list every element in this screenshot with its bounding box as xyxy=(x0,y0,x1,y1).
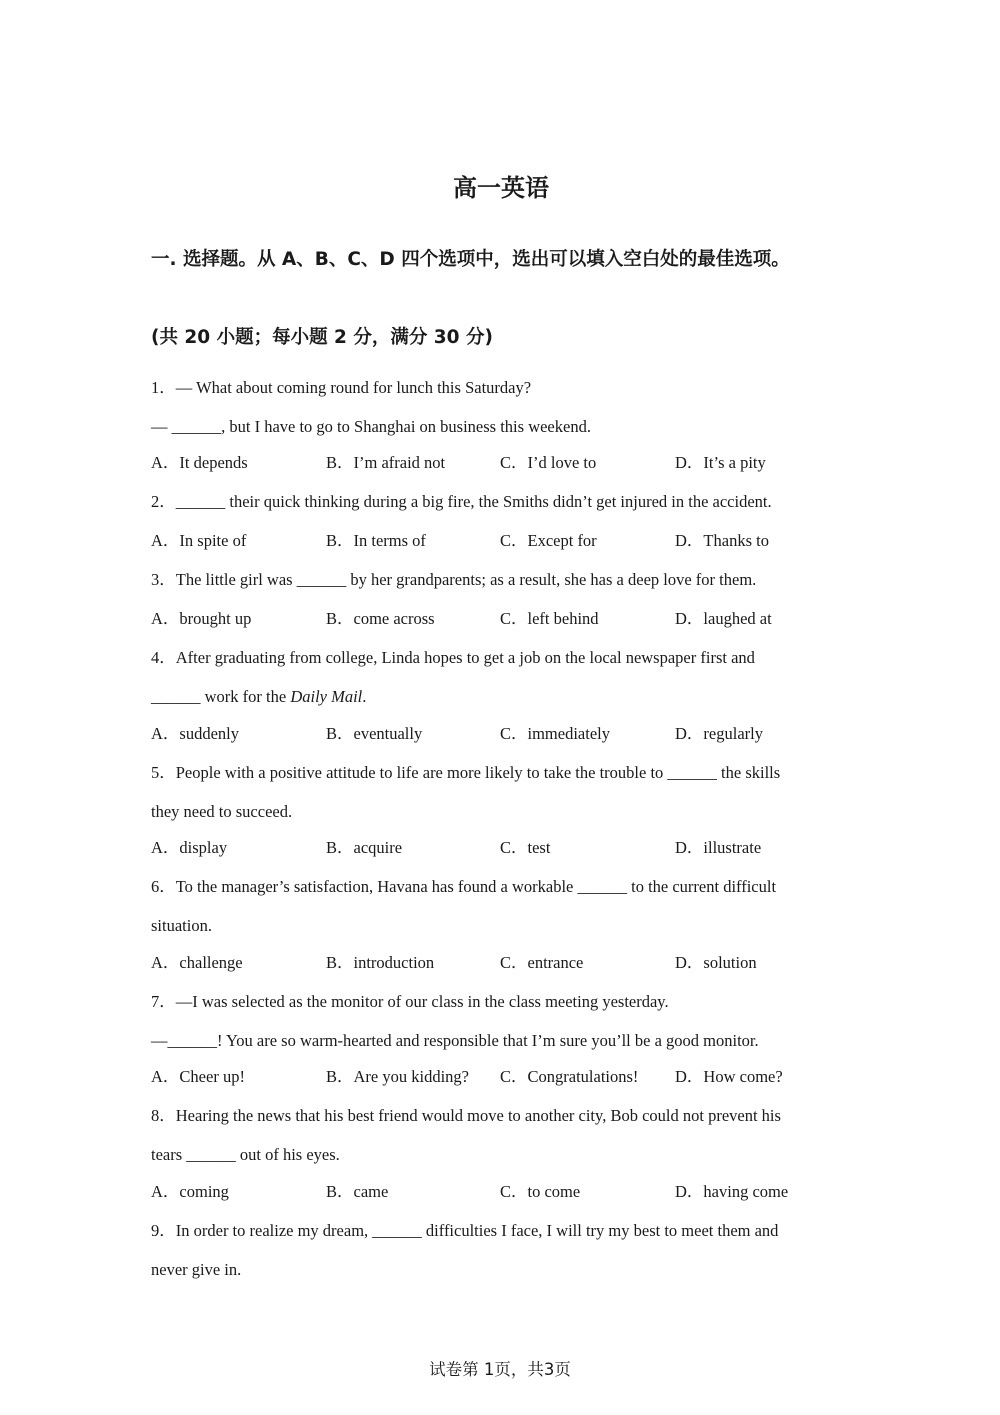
option-d: D．regularly xyxy=(675,724,763,743)
option-b: B．come across xyxy=(326,609,435,628)
option-c: C．to come xyxy=(500,1182,581,1201)
question-6-line-2: situation. xyxy=(151,916,212,935)
option-a: A．brought up xyxy=(151,609,252,628)
option-a: A．It depends xyxy=(151,453,248,472)
question-1-line-1: 1．— What about coming round for lunch this Saturday? xyxy=(151,378,532,397)
option-b: B．eventually xyxy=(326,724,423,743)
option-b: B．In terms of xyxy=(326,531,426,550)
page-title: 高一英语 xyxy=(453,174,549,202)
question-7-line-2: —______! You are so warm-hearted and responsible that I’m sure you’ll be a good monitor. xyxy=(151,1031,759,1050)
option-a: A．display xyxy=(151,838,228,857)
question-4-line-2-end: . xyxy=(362,687,367,706)
page-footer: 试卷第 1页，共3页 xyxy=(429,1360,571,1379)
option-d: D．solution xyxy=(675,953,757,972)
section-heading: 一. 选择题。从 A、B、C、D 四个选项中，选出可以填入空白处的最佳选项。 xyxy=(151,249,790,270)
question-4-line-2 xyxy=(151,686,366,708)
option-d: D．How come? xyxy=(675,1067,783,1086)
question-1-line-2: — ______, but I have to go to Shanghai on business this weekend. xyxy=(151,417,591,436)
option-a: A．suddenly xyxy=(151,724,239,743)
option-d: D．Thanks to xyxy=(675,531,769,550)
question-5-line-2: they need to succeed. xyxy=(151,802,293,821)
option-b: B．introduction xyxy=(326,953,435,972)
newspaper-name: Daily Mail xyxy=(290,687,363,706)
question-4-line-1: 4．After graduating from college, Linda hopes to get a job on the local newspaper first and xyxy=(151,648,755,667)
option-b: B．came xyxy=(326,1182,389,1201)
option-a: A．In spite of xyxy=(151,531,247,550)
option-d: D．laughed at xyxy=(675,609,772,628)
option-c: C．I’d love to xyxy=(500,453,597,472)
option-c: C．Congratulations! xyxy=(500,1067,639,1086)
question-6-line-1: 6．To the manager’s satisfaction, Havana has found a workable ______ to the current difficult xyxy=(151,877,777,896)
question-9-line-2: never give in. xyxy=(151,1260,242,1279)
question-5-line-1: 5．People with a positive attitude to life are more likely to take the trouble to ______ the skills xyxy=(151,763,781,782)
option-c: C．immediately xyxy=(500,724,610,743)
question-4-line-2-text: ______ work for the xyxy=(151,687,291,706)
question-2-line-1: 2．______ their quick thinking during a big fire, the Smiths didn’t get injured in the accident. xyxy=(151,492,772,511)
question-3-line-1: 3．The little girl was ______ by her grandparents; as a result, she has a deep love for them. xyxy=(151,570,757,589)
question-9-line-1: 9．In order to realize my dream, ______ difficulties I face, I will try my best to meet them and xyxy=(151,1221,779,1240)
option-a: A．coming xyxy=(151,1182,229,1201)
option-b: B．acquire xyxy=(326,838,403,857)
option-a: A．Cheer up! xyxy=(151,1067,245,1086)
option-c: C．entrance xyxy=(500,953,584,972)
question-8-line-2: tears ______ out of his eyes. xyxy=(151,1145,340,1164)
option-d: D．It’s a pity xyxy=(675,453,766,472)
option-d: D．illustrate xyxy=(675,838,762,857)
option-d: D．having come xyxy=(675,1182,789,1201)
question-8-line-1: 8．Hearing the news that his best friend would move to another city, Bob could not prevent his xyxy=(151,1106,781,1125)
option-b: B．Are you kidding? xyxy=(326,1067,469,1086)
option-c: C．Except for xyxy=(500,531,597,550)
option-a: A．challenge xyxy=(151,953,243,972)
question-7-line-1: 7．—I was selected as the monitor of our class in the class meeting yesterday. xyxy=(151,992,669,1011)
section-note: (共 20 小题；每小题 2 分，满分 30 分) xyxy=(151,327,493,348)
option-c: C．test xyxy=(500,838,551,857)
option-c: C．left behind xyxy=(500,609,599,628)
option-b: B．I’m afraid not xyxy=(326,453,446,472)
